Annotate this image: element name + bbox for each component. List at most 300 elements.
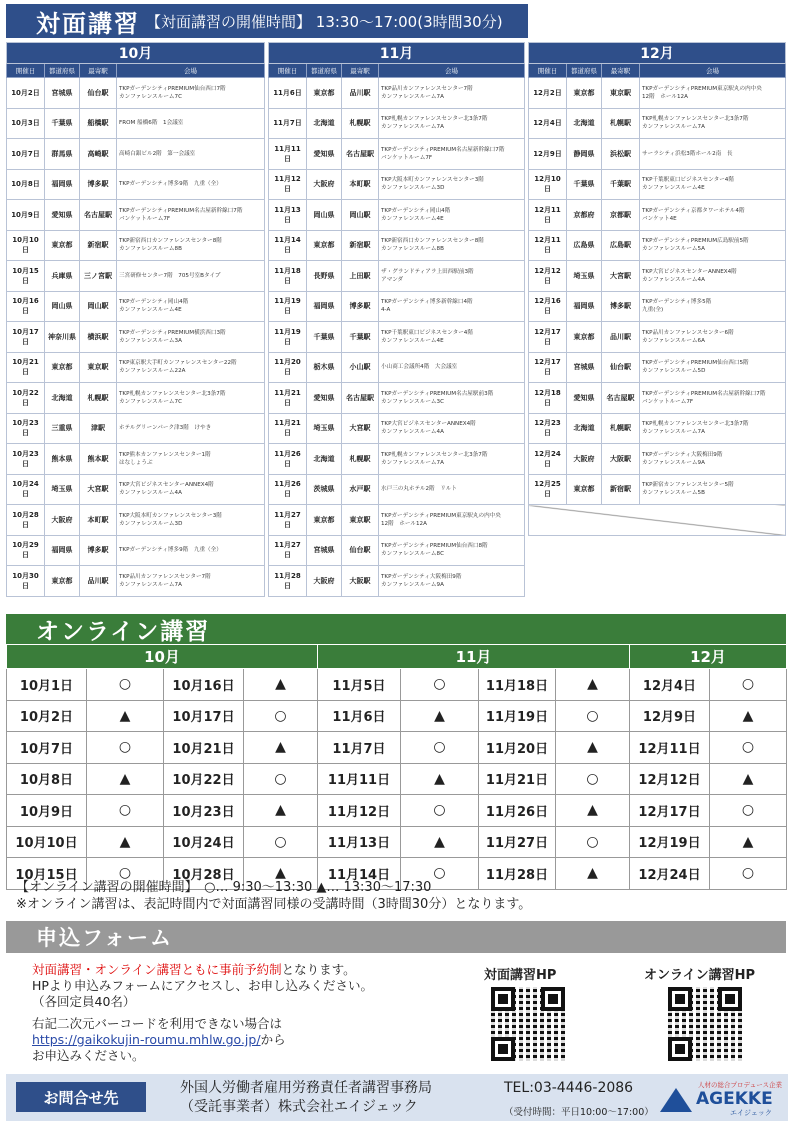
f2f-venue: TKP大宮ビジネスセンターANNEX4階 カンファレンスルーム4A [117,474,265,505]
f2f-date: 12月4日 [529,108,567,139]
f2f-venue: TKP品川カンファレンスセンター7階 カンファレンスルーム7A [379,78,525,109]
online-session-mark: ▲ [710,763,787,795]
f2f-venue: TKP品川カンファレンスセンター7階 カンファレンスルーム7A [117,566,265,597]
f2f-station: 博多駅 [80,169,117,200]
f2f-station: 三ノ宮駅 [80,261,117,292]
online-row [7,700,787,732]
f2f-pref: 千葉県 [307,322,342,353]
f2f-station: 千葉駅 [342,322,379,353]
f2f-row [529,444,786,475]
f2f-venue: TKP札幌カンファレンスセンター北3条7階 カンファレンスルーム7A [640,413,786,444]
f2f-station: 仙台駅 [80,78,117,109]
online-session-mark: ▲ [710,826,787,858]
f2f-venue: TKPガーデンシティPREMIUM仙台西口7階 カンファレンスルーム7C [117,78,265,109]
f2f-row [269,261,525,292]
f2f-date: 10月23日 [7,444,45,475]
f2f-station: 高崎駅 [80,139,117,170]
online-session-mark: ○ [401,858,479,890]
f2f-date: 11月26日 [269,444,307,475]
online-date: 12月11日 [630,732,710,764]
qr2-label: オンライン講習HP [644,968,756,983]
online-hours-note: 【オンライン講習の開催時間】 ○… 9:30～13:30 ▲… 13:30～17:30 [16,880,432,895]
f2f-date: 10月8日 [7,169,45,200]
f2f-row [269,505,525,536]
f2f-row [529,108,786,139]
online-row [7,795,787,827]
online-session-mark: ▲ [87,700,164,732]
online-row [7,732,787,764]
online-date: 11月21日 [479,763,556,795]
f2f-pref: 東京都 [567,78,602,109]
f2f-date: 10月30日 [7,566,45,597]
f2f-station: 品川駅 [342,78,379,109]
f2f-date: 11月21日 [269,383,307,414]
f2f-row [269,108,525,139]
online-session-mark: ▲ [87,826,164,858]
contact-hours: （受付時間：平日10:00～17:00） [504,1107,654,1118]
f2f-station: 札幌駅 [342,108,379,139]
online-date: 12月9日 [630,700,710,732]
f2f-station: 新宿駅 [80,230,117,261]
f2f-row [7,261,265,292]
online-date: 11月28日 [479,858,556,890]
f2f-row [529,474,786,505]
f2f-date: 11月20日 [269,352,307,383]
f2f-row [7,200,265,231]
f2f-date: 12月18日 [529,383,567,414]
f2f-pref: 東京都 [307,505,342,536]
online-session-mark: ○ [401,732,479,764]
f2f-date: 10月16日 [7,291,45,322]
f2f-venue: TKP熊本カンファレンスセンター1階 はなしょうぶ [117,444,265,475]
f2f-date: 12月11日 [529,230,567,261]
f2f-date: 11月19日 [269,322,307,353]
f2f-title: 対面講習 [36,9,140,38]
online-date: 11月19日 [479,700,556,732]
f2f-pref: 東京都 [45,352,80,383]
f2f-row [269,474,525,505]
f2f-table-month-1 [268,42,525,597]
online-date: 10月8日 [7,763,87,795]
f2f-row [269,413,525,444]
f2f-date: 11月26日 [269,474,307,505]
f2f-pref: 福岡県 [45,535,80,566]
f2f-date: 11月14日 [269,230,307,261]
online-header-band [6,614,786,644]
f2f-date: 11月7日 [269,108,307,139]
f2f-pref: 岡山県 [45,291,80,322]
f2f-row [269,383,525,414]
f2f-venue: 小山商工会議所4階 大会議室 [379,352,525,383]
f2f-row [7,444,265,475]
f2f-row [269,322,525,353]
f2f-pref: 千葉県 [45,108,80,139]
f2f-table-month-2 [528,42,786,536]
f2f-station: 博多駅 [80,535,117,566]
f2f-station: 千葉駅 [602,169,640,200]
f2f-date: 12月9日 [529,139,567,170]
f2f-station: 名古屋駅 [602,383,640,414]
f2f-pref: 兵庫県 [45,261,80,292]
form-line6: お申込みください。 [32,1048,145,1063]
f2f-row [529,352,786,383]
online-date: 10月28日 [164,858,244,890]
f2f-venue: TKP札幌カンファレンスセンター北3条7階 カンファレンスルーム7A [640,108,786,139]
f2f-pref: 広島県 [567,230,602,261]
f2f-date: 12月17日 [529,322,567,353]
online-session-mark: ▲ [244,669,318,701]
online-date: 10月21日 [164,732,244,764]
online-date: 11月18日 [479,669,556,701]
online-date: 11月13日 [318,826,401,858]
f2f-date: 11月12日 [269,169,307,200]
qr1-label: 対面講習HP [484,968,557,983]
f2f-date: 12月25日 [529,474,567,505]
f2f-row [529,139,786,170]
form-title: 申込フォーム [36,926,173,950]
f2f-date: 11月28日 [269,566,307,597]
online-date: 12月24日 [630,858,710,890]
contact-button[interactable]: お問合せ先 [16,1082,146,1112]
f2f-row [7,383,265,414]
reservation-required: 対面講習・オンライン講習ともに事前予約制 [32,962,282,977]
online-session-mark: ▲ [87,763,164,795]
f2f-col-header: 都道府県 [307,64,342,78]
f2f-row [269,352,525,383]
f2f-col-header: 開催日 [269,64,307,78]
f2f-venue: TKPガーデンシティ岡山4階 カンファレンスルーム4E [379,200,525,231]
f2f-date: 12月2日 [529,78,567,109]
online-session-mark: ▲ [244,732,318,764]
online-session-mark: ▲ [556,669,630,701]
online-month-11: 11月 [318,645,630,669]
f2f-empty-cell [529,505,786,536]
f2f-row [7,474,265,505]
f2f-station: 大阪駅 [602,444,640,475]
f2f-col-header: 会場 [379,64,525,78]
contact-bar [6,1074,788,1121]
online-session-mark: ▲ [244,858,318,890]
f2f-venue: TKPガーデンシティPREMIUM東京駅丸の内中央 12階 ホール12A [379,505,525,536]
f2f-station: 札幌駅 [602,413,640,444]
online-date: 10月17日 [164,700,244,732]
online-session-mark: ○ [244,826,318,858]
f2f-pref: 長野県 [307,261,342,292]
f2f-month-label: 12月 [529,43,786,64]
f2f-date: 10月23日 [7,413,45,444]
form-capacity: （各回定員40名） [32,994,136,1009]
f2f-date: 10月28日 [7,505,45,536]
f2f-month-label: 11月 [269,43,525,64]
online-month-12: 12月 [630,645,787,669]
f2f-date: 10月9日 [7,200,45,231]
f2f-date: 12月17日 [529,352,567,383]
f2f-date: 10月15日 [7,261,45,292]
f2f-row [269,169,525,200]
f2f-pref: 群馬県 [45,139,80,170]
online-session-mark: ○ [87,795,164,827]
f2f-col-header: 都道府県 [45,64,80,78]
f2f-venue: 水戸三の丸ホテル2階 リルト [379,474,525,505]
f2f-station: 新宿駅 [342,230,379,261]
online-month-10: 10月 [7,645,318,669]
f2f-pref: 大阪府 [307,169,342,200]
online-session-mark: ○ [710,795,787,827]
f2f-station: 東京駅 [602,78,640,109]
f2f-row [7,352,265,383]
online-session-mark: ▲ [401,700,479,732]
f2f-date: 11月6日 [269,78,307,109]
f2f-date: 10月24日 [7,474,45,505]
online-session-mark: ▲ [710,700,787,732]
form-url-link[interactable]: https://gaikokujin-roumu.mhlw.go.jp/ [32,1032,261,1047]
f2f-station: 熊本駅 [80,444,117,475]
f2f-date: 11月18日 [269,261,307,292]
f2f-row [529,78,786,109]
online-session-mark: ○ [244,700,318,732]
online-date: 10月23日 [164,795,244,827]
f2f-venue: TKP大宮ビジネスセンターANNEX4階 カンファレンスルーム4A [379,413,525,444]
online-date: 10月10日 [7,826,87,858]
f2f-venue: TKP千葉駅東口ビジネスセンター4階 カンファレンスルーム4E [640,169,786,200]
online-date: 12月17日 [630,795,710,827]
online-row [7,763,787,795]
f2f-venue: TKPガーデンシティPREMIUM東京駅丸の内中央 12階 ホール12A [640,78,786,109]
f2f-station: 札幌駅 [80,383,117,414]
f2f-pref: 茨城県 [307,474,342,505]
f2f-station: 京都駅 [602,200,640,231]
f2f-col-header: 都道府県 [567,64,602,78]
online-date: 10月2日 [7,700,87,732]
f2f-venue: TKPガーデンシティPREMIUM広島駅前5階 カンファレンスルーム5A [640,230,786,261]
f2f-pref: 愛知県 [567,383,602,414]
online-session-mark: ▲ [401,826,479,858]
f2f-pref: 静岡県 [567,139,602,170]
f2f-station: 岡山駅 [342,200,379,231]
f2f-row [529,413,786,444]
online-row [7,669,787,701]
f2f-date: 11月13日 [269,200,307,231]
f2f-station: 岡山駅 [80,291,117,322]
online-date: 11月7日 [318,732,401,764]
f2f-pref: 東京都 [567,474,602,505]
f2f-station: 横浜駅 [80,322,117,353]
f2f-venue: TKPガーデンシティ博多新幹線口4階 4-A [379,291,525,322]
f2f-date: 12月10日 [529,169,567,200]
f2f-venue: TKP札幌カンファレンスセンター北3条7階 カンファレンスルーム7A [379,444,525,475]
f2f-station: 広島駅 [602,230,640,261]
f2f-date: 12月16日 [529,291,567,322]
online-date: 11月11日 [318,763,401,795]
f2f-venue: TKP札幌カンファレンスセンター北3条7階 カンファレンスルーム7A [379,108,525,139]
f2f-station: 大宮駅 [602,261,640,292]
f2f-date: 12月24日 [529,444,567,475]
online-session-mark: ▲ [401,763,479,795]
f2f-date: 10月2日 [7,78,45,109]
form-line1-rest: となります。 [281,962,356,977]
f2f-date: 10月7日 [7,139,45,170]
f2f-venue: TKP大阪本町カンファレンスセンター3階 カンファレンスルーム3D [117,505,265,536]
form-header-band [6,921,786,953]
online-date: 11月20日 [479,732,556,764]
f2f-pref: 福岡県 [45,169,80,200]
f2f-col-header: 最寄駅 [602,64,640,78]
f2f-venue: TKPガーデンシティ京都タワーホテル4階 バンケット4E [640,200,786,231]
contact-org [180,1079,432,1117]
f2f-venue: TKP新宿カンファレンスセンター5階 カンファレンスルーム5B [640,474,786,505]
f2f-station: 本町駅 [342,169,379,200]
f2f-row [7,505,265,536]
f2f-venue: TKPガーデンシティ博多5階 九重(全) [640,291,786,322]
contact-org-line2: （受託事業者）株式会社エイジェック [180,1099,418,1115]
f2f-pref: 福岡県 [567,291,602,322]
online-notes [16,879,531,913]
f2f-station: 仙台駅 [342,535,379,566]
f2f-date: 10月29日 [7,535,45,566]
f2f-venue: ホテルグリーンパーク津3階 けやき [117,413,265,444]
agekke-logo [656,1080,782,1116]
f2f-row [7,291,265,322]
f2f-row [7,535,265,566]
f2f-station: 名古屋駅 [342,383,379,414]
f2f-date: 10月17日 [7,322,45,353]
f2f-pref: 栃木県 [307,352,342,383]
f2f-row [529,383,786,414]
online-session-mark: ▲ [556,732,630,764]
online-session-mark: ○ [710,858,787,890]
qr-code-online-icon[interactable] [668,987,742,1061]
f2f-pref: 北海道 [45,383,80,414]
f2f-row [7,566,265,597]
f2f-venue: TKP札幌カンファレンスセンター北3条7階 カンファレンスルーム7C [117,383,265,414]
online-date: 10月7日 [7,732,87,764]
f2f-date: 10月3日 [7,108,45,139]
online-date: 12月19日 [630,826,710,858]
f2f-station: 博多駅 [342,291,379,322]
qr-code-f2f-icon[interactable] [491,987,565,1061]
f2f-pref: 大阪府 [567,444,602,475]
f2f-date: 10月22日 [7,383,45,414]
f2f-col-header: 開催日 [7,64,45,78]
f2f-pref: 東京都 [307,230,342,261]
f2f-venue: TKP大宮ビジネスセンターANNEX4階 カンファレンスルーム4A [640,261,786,292]
online-date: 11月6日 [318,700,401,732]
online-date: 12月4日 [630,669,710,701]
f2f-pref: 宮城県 [307,535,342,566]
f2f-venue: サーラシティ浜松3階ホール2南 長 [640,139,786,170]
online-date: 11月12日 [318,795,401,827]
f2f-row [269,200,525,231]
f2f-venue: FROM 船橋6階 1会議室 [117,108,265,139]
f2f-pref: 大阪府 [45,505,80,536]
online-schedule-table [6,644,787,890]
f2f-date: 10月21日 [7,352,45,383]
form-line4: 右記二次元バーコードを利用できない場合は [32,1016,283,1031]
f2f-venue: TKPガーデンシティPREMIUM名古屋新幹線口7階 バンケットルーム7F [117,200,265,231]
f2f-date: 11月27日 [269,505,307,536]
f2f-row [529,261,786,292]
online-session-mark: ○ [244,763,318,795]
f2f-station: 東京駅 [342,505,379,536]
f2f-pref: 北海道 [567,108,602,139]
online-row [7,826,787,858]
f2f-venue: TKP千葉駅東口ビジネスセンター4階 カンファレンスルーム4E [379,322,525,353]
f2f-row [529,200,786,231]
f2f-row [269,139,525,170]
f2f-station: 上田駅 [342,261,379,292]
form-instructions [32,962,373,1064]
online-session-mark: ○ [556,763,630,795]
f2f-venue: TKPガーデンシティ岡山4階 カンファレンスルーム4E [117,291,265,322]
f2f-pref: 宮城県 [567,352,602,383]
form-line2: HPより申込みフォームにアクセスし、お申し込みください。 [32,978,373,993]
f2f-station: 水戸駅 [342,474,379,505]
online-date: 11月5日 [318,669,401,701]
online-session-mark: ○ [87,858,164,890]
f2f-row [7,322,265,353]
f2f-row [7,78,265,109]
online-duration-note: ※オンライン講習は、表記時間内で対面講習同様の受講時間（3時間30分）となります。 [16,897,532,912]
f2f-row [269,566,525,597]
f2f-pref: 北海道 [567,413,602,444]
online-session-mark: ○ [710,732,787,764]
f2f-col-header: 開催日 [529,64,567,78]
online-session-mark: ○ [87,669,164,701]
online-session-mark: ▲ [556,858,630,890]
f2f-col-header: 会場 [117,64,265,78]
f2f-date: 11月21日 [269,413,307,444]
f2f-date: 12月12日 [529,261,567,292]
f2f-row [529,230,786,261]
f2f-station: 小山駅 [342,352,379,383]
f2f-pref: 埼玉県 [45,474,80,505]
f2f-pref: 京都府 [567,200,602,231]
f2f-venue: TKP大阪本町カンファレンスセンター3階 カンファレンスルーム3D [379,169,525,200]
logo-name: AGEKKE [696,1089,773,1109]
online-date: 10月1日 [7,669,87,701]
f2f-venue: TKPガーデンシティPREMIUM名古屋新幹線口7階 バンケットルーム7F [379,139,525,170]
logo-tagline: 人材の総合プロデュース企業 [698,1081,782,1089]
f2f-pref: 熊本県 [45,444,80,475]
f2f-pref: 大阪府 [307,566,342,597]
online-session-mark: ○ [556,826,630,858]
f2f-pref: 岡山県 [307,200,342,231]
form-url-suffix: から [260,1032,286,1047]
online-session-mark: ▲ [244,795,318,827]
f2f-month-label: 10月 [7,43,265,64]
f2f-station: 名古屋駅 [342,139,379,170]
f2f-venue: TKPガーデンシティPREMIUM仙台西口5階 カンファレンスルーム5D [640,352,786,383]
f2f-venue: TKPガーデンシティ博多9階 九重（全） [117,535,265,566]
f2f-station: 船橋駅 [80,108,117,139]
online-session-mark: ▲ [556,795,630,827]
f2f-pref: 福岡県 [307,291,342,322]
online-session-mark: ○ [401,669,479,701]
online-date: 12月12日 [630,763,710,795]
online-date: 10月22日 [164,763,244,795]
f2f-station: 大宮駅 [80,474,117,505]
f2f-date: 12月23日 [529,413,567,444]
online-title: オンライン講習 [36,618,211,645]
f2f-venue: TKP品川カンファレンスセンター6階 カンファレンスルーム6A [640,322,786,353]
f2f-pref: 北海道 [307,444,342,475]
f2f-station: 浜松駅 [602,139,640,170]
f2f-row [7,413,265,444]
f2f-date: 12月11日 [529,200,567,231]
f2f-row [529,322,786,353]
f2f-pref: 千葉県 [567,169,602,200]
f2f-venue: TKP東京駅大手町カンファレンスセンター22階 カンファレンスルーム22A [117,352,265,383]
